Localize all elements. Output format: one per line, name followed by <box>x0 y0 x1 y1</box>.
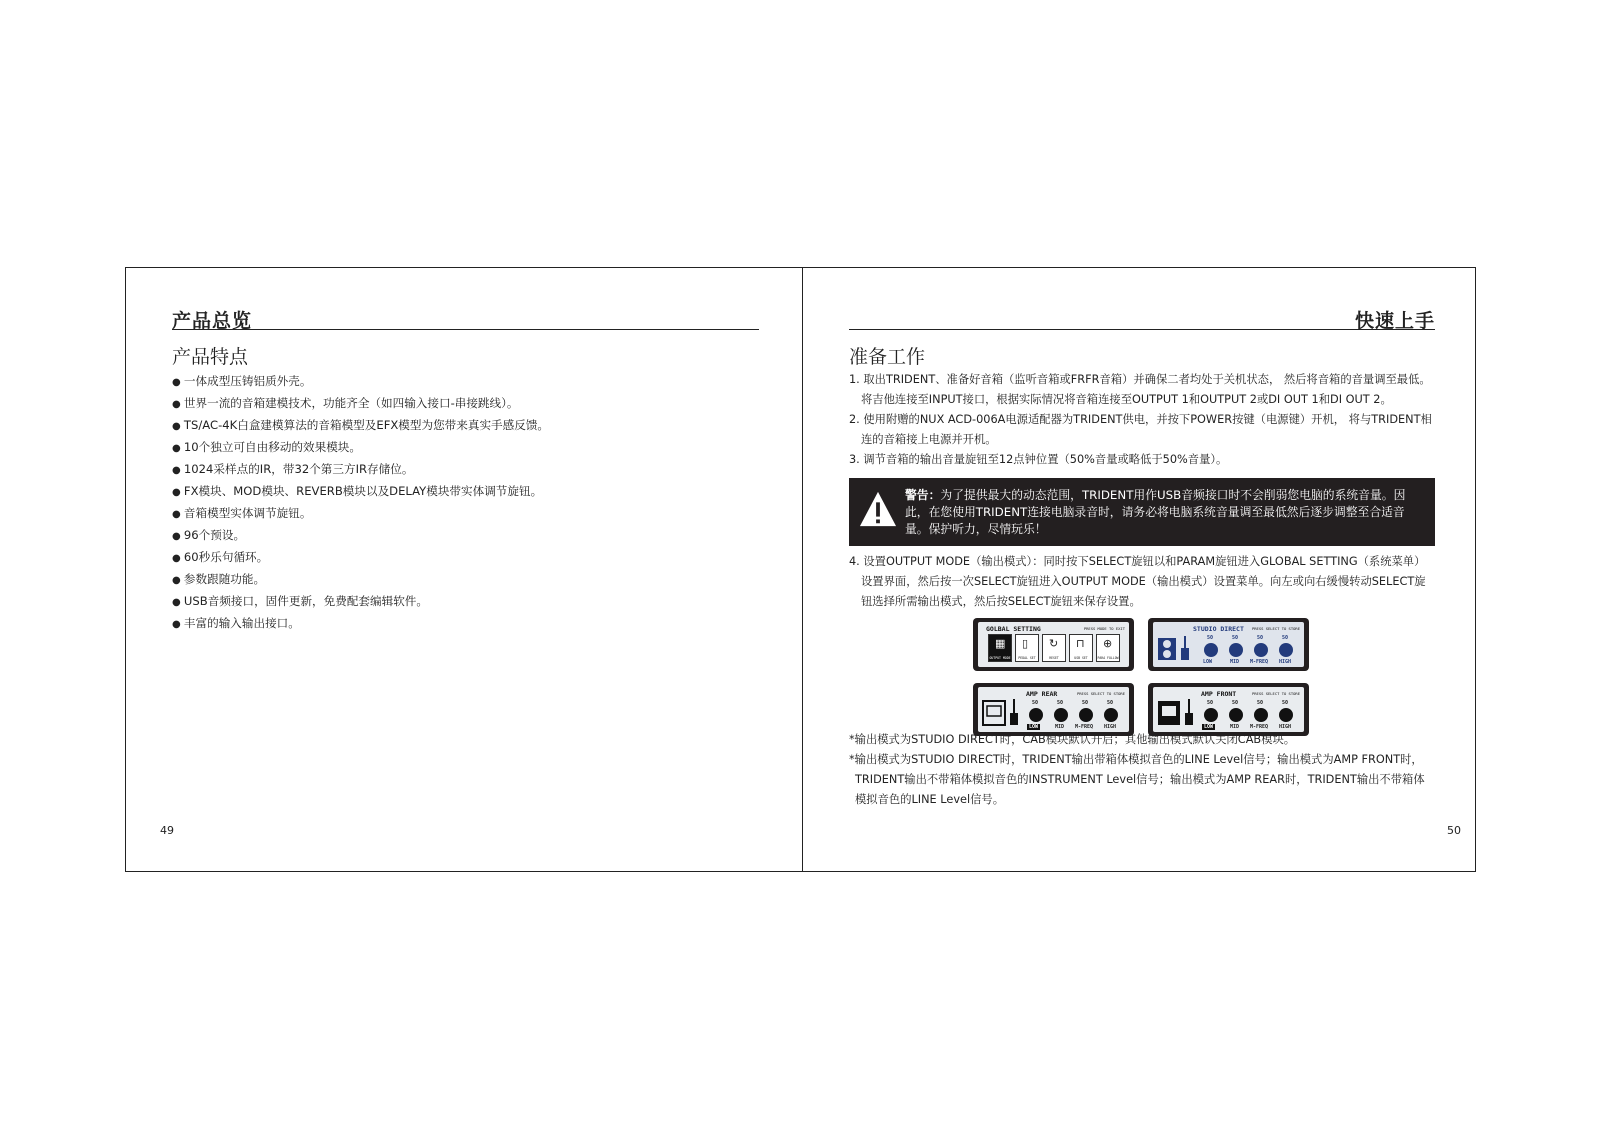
list-item: ● USB音频接口，固件更新，免费配套编辑软件。 <box>172 591 549 613</box>
lcd-amp-front <box>1148 683 1309 736</box>
lcd-hint: PRESS MODE TO EXIT <box>1083 626 1125 631</box>
title-rule <box>172 329 759 330</box>
amp-front-icon <box>1157 695 1199 729</box>
step-1: 1. 取出TRIDENT、准备好音箱（监听音箱或FRFR音箱）并确保二者均处于关机状态， 然后将音箱的音量调至最低。将吉他连接至INPUT接口，根据实际情况将音箱连接至OUTPUT 1和OUTPUT 2或DI OUT 1和DI OUT 2。 <box>849 373 1431 406</box>
note-2: *输出模式为STUDIO DIRECT时，TRIDENT输出带箱体模拟音色的LINE Level信号；输出模式为AMP FRONT时，TRIDENT输出不带箱体模拟音色的INSTRUMENT Level信号；输出模式为AMP REAR时，TRIDENT输出不带箱体模拟音色的LINE Level信号。 <box>849 753 1425 806</box>
target-icon: ⊕ <box>1103 637 1113 650</box>
list-item: ● 1024采样点的IR，带32个第三方IR存储位。 <box>172 459 549 481</box>
subtitle: 准备工作 <box>849 346 926 368</box>
title-rule <box>849 329 1435 330</box>
knob-icon <box>1229 708 1243 722</box>
warning-text: 为了提供最大的动态范围，TRIDENT用作USB音频接口时不会削弱您电脑的系统音量。因此，在您使用TRIDENT连接电脑录音时，请务必将电脑系统音量调至最低然后逐步调整至合适音量。保护听力，尽情玩乐！ <box>905 488 1406 536</box>
knob-icon <box>1254 708 1268 722</box>
menu-item-para-follow: ⊕ PARA FOLLOW <box>1096 634 1120 662</box>
knob-icon <box>1029 708 1043 722</box>
lcd-title: AMP FRONT <box>1201 690 1237 698</box>
list-item: ● 参数跟随功能。 <box>172 569 549 591</box>
knob-icon <box>1229 643 1243 657</box>
note-1: *输出模式为STUDIO DIRECT时，CAB模块默认开启；其他输出模式默认关闭CAB模块。 <box>849 733 1296 746</box>
step-2: 2. 使用附赠的NUX ACD-006A电源适配器为TRIDENT供电，并按下POWER按键（电源键）开机， 将与TRIDENT相连的音箱接上电源并开机。 <box>849 413 1432 446</box>
studio-cabinet-icon <box>1157 634 1197 664</box>
page-number: 49 <box>160 824 174 837</box>
warning-box <box>849 478 1435 546</box>
amp-rear-icon <box>982 695 1024 729</box>
list-item: ● FX模块、MOD模块、REVERB模块以及DELAY模块带实体调节旋钮。 <box>172 481 549 503</box>
list-item: ● TS/AC-4K白盒建模算法的音箱模型及EFX模型为您带来真实手感反馈。 <box>172 415 549 437</box>
warning-text-block <box>905 487 1427 538</box>
step-4-block <box>849 552 1435 612</box>
right-page <box>803 268 1477 873</box>
page-number: 50 <box>1447 824 1461 837</box>
knob-icon <box>1204 643 1218 657</box>
lcd-title: STUDIO DIRECT <box>1193 625 1244 633</box>
notes <box>849 730 1435 810</box>
lcd-amp-rear <box>973 683 1134 736</box>
lcd-title: AMP REAR <box>1026 690 1058 698</box>
step-3: 3. 调节音箱的输出音量旋钮至12点钟位置（50%音量或略低于50%音量）。 <box>849 453 1228 466</box>
pedal-icon: ▯ <box>1022 637 1029 650</box>
knob-icon <box>1279 708 1293 722</box>
left-page <box>126 268 803 873</box>
step-list <box>849 370 1435 470</box>
list-item: ● 10个独立可自由移动的效果模块。 <box>172 437 549 459</box>
list-item: ● 96个预设。 <box>172 525 549 547</box>
reset-icon: ↻ <box>1049 637 1059 650</box>
section-title: 产品总览 <box>172 310 253 332</box>
list-item: ● 丰富的输入输出接口。 <box>172 613 549 635</box>
list-item: ● 音箱模型实体调节旋钮。 <box>172 503 549 525</box>
list-item: ● 世界一流的音箱建模技术，功能齐全（如四输入接口-串接跳线）。 <box>172 393 549 415</box>
menu-item-pedal-set: ▯ PEDAL SET <box>1015 634 1039 662</box>
lcd-title: GOLBAL SETTING <box>986 625 1041 633</box>
lcd-global-setting <box>973 618 1134 671</box>
eq-knobs: 50 50 50 50 LOW MID M-FREQ HIGH <box>1203 635 1292 665</box>
grid-icon: ▦ <box>995 637 1006 650</box>
manual-spread <box>125 267 1476 872</box>
lcd-hint: PRESS SELECT TO STORE <box>1251 691 1300 696</box>
menu-item-output-mode: ▦ OUTPUT MODE <box>988 634 1012 662</box>
lcd-hint: PRESS SELECT TO STORE <box>1076 691 1125 696</box>
section-title: 快速上手 <box>1354 310 1435 332</box>
knob-icon <box>1279 643 1293 657</box>
knob-icon <box>1204 708 1218 722</box>
lcd-hint: PRESS SELECT TO STORE <box>1251 626 1300 631</box>
warning-icon <box>859 490 897 528</box>
usb-icon: ⊓ <box>1076 637 1085 650</box>
knob-icon <box>1104 708 1118 722</box>
eq-knobs: 50 50 50 50 LOW MID M-FREQ HIGH <box>1029 700 1117 730</box>
knob-icon <box>1079 708 1093 722</box>
warning-label: 警告： <box>905 488 941 502</box>
list-item: ● 60秒乐句循环。 <box>172 547 549 569</box>
page-divider <box>802 267 803 872</box>
knob-icon <box>1254 643 1268 657</box>
eq-knobs: 50 50 50 50 LOW MID M-FREQ HIGH <box>1204 700 1292 730</box>
list-item: ● 一体成型压铸铝质外壳。 <box>172 371 549 393</box>
feature-list <box>172 371 549 635</box>
lcd-screens <box>973 618 1313 738</box>
menu-item-usb-set: ⊓ USB SET <box>1069 634 1093 662</box>
lcd-studio-direct <box>1148 618 1309 671</box>
subtitle: 产品特点 <box>172 346 249 368</box>
step-4: 4. 设置OUTPUT MODE（输出模式）：同时按下SELECT旋钮以和PARAM旋钮进入GLOBAL SETTING（系统菜单）设置界面，然后按一次SELECT旋钮进入OUTPUT MODE（输出模式）设置菜单。向左或向右缓慢转动SELECT旋钮选择所需输出模式，然后按SELECT旋钮来保存设置。 <box>849 555 1426 608</box>
knob-icon <box>1054 708 1068 722</box>
menu-item-reset: ↻ RESET <box>1042 634 1066 662</box>
